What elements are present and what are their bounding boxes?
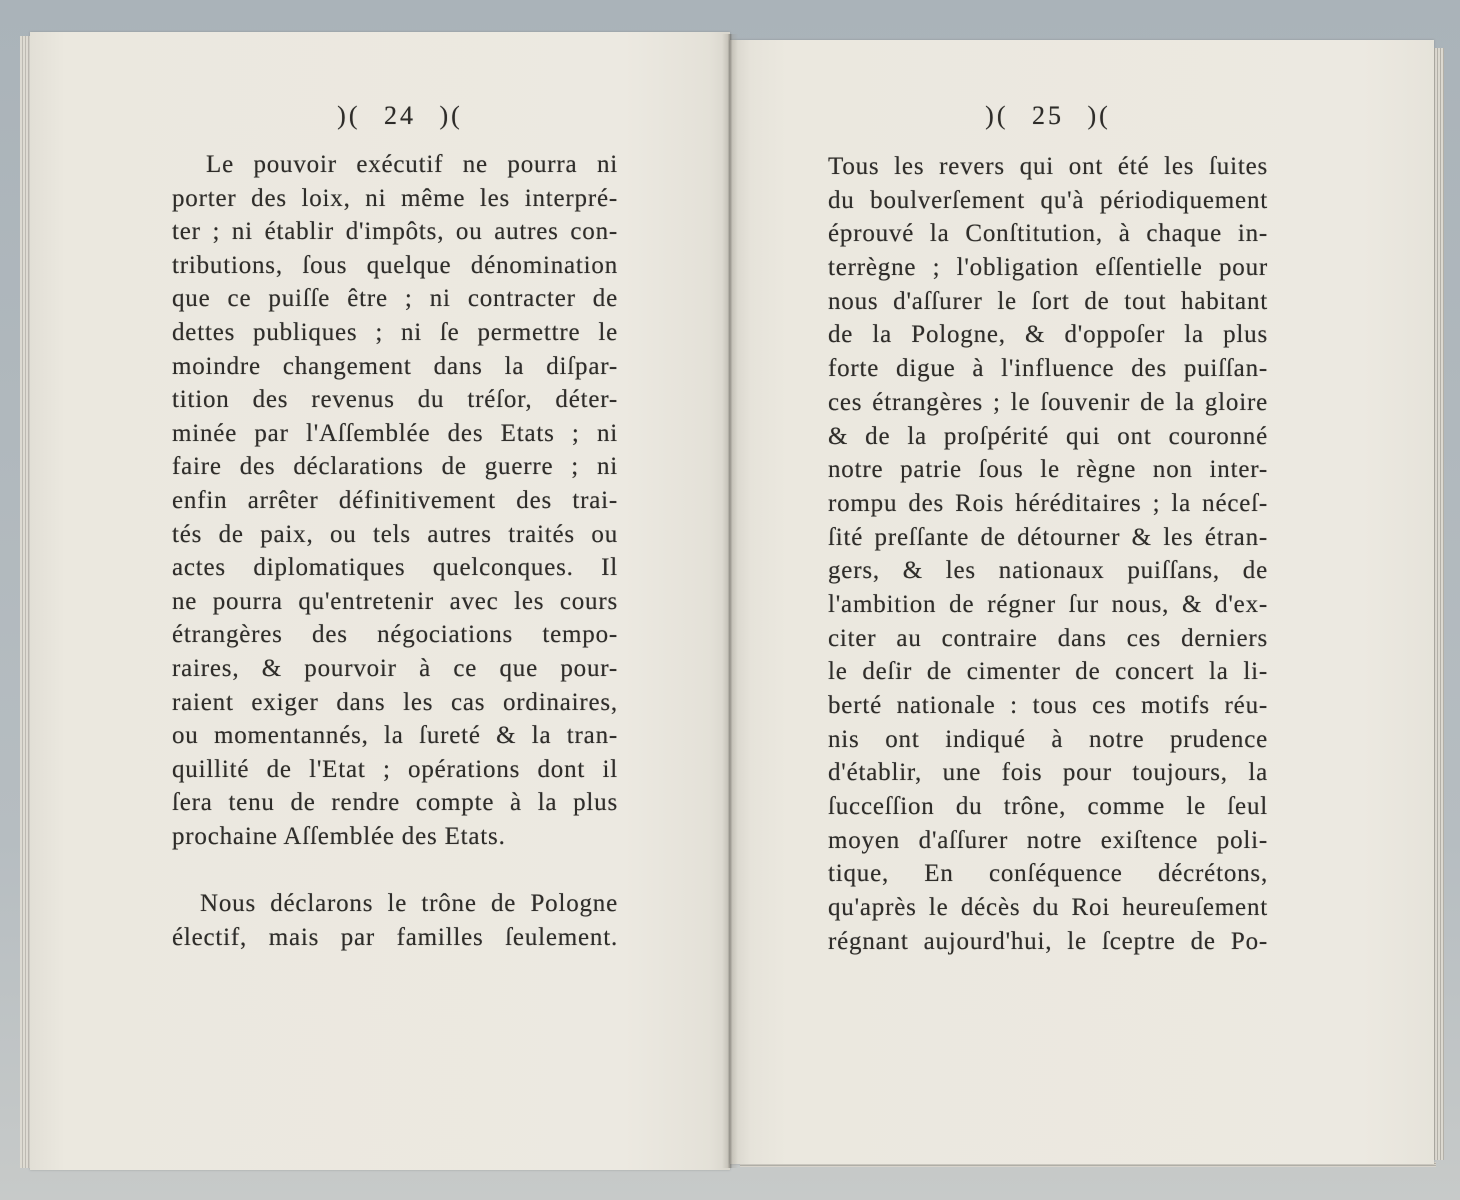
- text-line: enfin arrêter définitivement des trai-: [172, 486, 618, 514]
- text-line: Tous les revers qui ont été les ſuites: [828, 153, 1268, 180]
- text-line: citer au contraire dans ces derniers: [828, 624, 1268, 652]
- text-line: tés de paix, ou tels autres traités ou: [172, 520, 618, 548]
- text-line: de la Pologne, & d'oppoſer la plus: [828, 321, 1268, 349]
- text-line: dettes publiques ; ni ſe permettre le: [172, 318, 618, 346]
- text-line: électif, mais par familles ſeulement.: [172, 923, 618, 951]
- text-line: que ce puiſſe être ; ni contracter de: [172, 285, 618, 313]
- page-number-header-left: )( 24 )(: [337, 101, 463, 130]
- paragraph: [828, 150, 1268, 959]
- paragraph: [172, 887, 618, 954]
- text-line: étrangères des négociations tempo-: [172, 621, 618, 649]
- text-line: notre patrie ſous le règne non inter-: [828, 456, 1268, 484]
- text-line: régnant aujourd'hui, le ſceptre de Po-: [828, 927, 1268, 955]
- text-line: nis ont indiqué à notre prudence: [828, 725, 1268, 753]
- text-line: ſucceſſion du trône, comme le ſeul: [828, 793, 1268, 821]
- left-page-text: [172, 148, 618, 954]
- text-line: quillité de l'Etat ; opérations dont il: [172, 755, 618, 783]
- text-line: berté nationale : tous ces motifs réu-: [828, 692, 1268, 719]
- text-line: tributions, ſous quelque dénomination: [172, 251, 618, 279]
- text-line: moindre changement dans la diſpar-: [172, 352, 618, 380]
- text-line: porter des loix, ni même les interpré-: [172, 184, 618, 212]
- text-line: nous d'aſſurer le ſort de tout habitant: [828, 287, 1268, 315]
- text-line: raires, & pourvoir à ce que pour-: [172, 654, 618, 682]
- text-line: actes diplomatiques quelconques. Il: [172, 554, 618, 582]
- text-line: Le pouvoir exécutif ne pourra ni: [206, 151, 618, 178]
- text-line: prochaine Aſſemblée des Etats.: [172, 822, 506, 850]
- text-line: qu'après le décès du Roi heureuſement: [828, 894, 1268, 922]
- book-spine: [722, 34, 738, 1168]
- text-line: ces étrangères ; le ſouvenir de la gloire: [828, 388, 1268, 416]
- text-line: forte digue à l'influence des puiſſan-: [828, 355, 1268, 383]
- text-line: tique, En conſéquence décrétons,: [828, 860, 1268, 888]
- text-line: ou momentannés, la ſureté & la tran-: [172, 722, 618, 750]
- right-page-text: [828, 150, 1268, 959]
- text-line: éprouvé la Conſtitution, à chaque in-: [828, 220, 1268, 248]
- text-line: faire des déclarations de guerre ; ni: [172, 453, 618, 481]
- text-line: & de la proſpérité qui ont couronné: [828, 422, 1268, 450]
- text-line: l'ambition de régner ſur nous, & d'ex-: [828, 590, 1268, 618]
- paragraph: [172, 148, 618, 853]
- text-line: d'établir, une fois pour toujours, la: [828, 759, 1268, 787]
- text-line: du boulverſement qu'à périodiquement: [828, 186, 1268, 214]
- page-number-header-right: )( 25 )(: [985, 101, 1111, 130]
- text-line: ſera tenu de rendre compte à la plus: [172, 789, 618, 817]
- text-line: moyen d'aſſurer notre exiſtence poli-: [828, 826, 1268, 854]
- text-line: terrègne ; l'obligation eſſentielle pour: [828, 254, 1268, 282]
- text-line: Nous déclarons le trône de Pologne: [200, 890, 618, 918]
- text-line: minée par l'Aſſemblée des Etats ; ni: [172, 419, 618, 447]
- text-line: tition des revenus du tréſor, déter-: [172, 386, 618, 414]
- text-line: gers, & les nationaux puiſſans, de: [828, 557, 1268, 585]
- text-line: le deſir de cimenter de concert la li-: [828, 658, 1268, 686]
- text-line: raient exiger dans les cas ordinaires,: [172, 688, 618, 716]
- text-line: ter ; ni établir d'impôts, ou autres con-: [172, 218, 618, 246]
- text-line: ne pourra qu'entretenir avec les cours: [172, 587, 618, 615]
- text-line: ſité preſſante de détourner & les étran-: [828, 523, 1268, 551]
- text-line: rompu des Rois héréditaires ; la néceſ-: [828, 489, 1268, 517]
